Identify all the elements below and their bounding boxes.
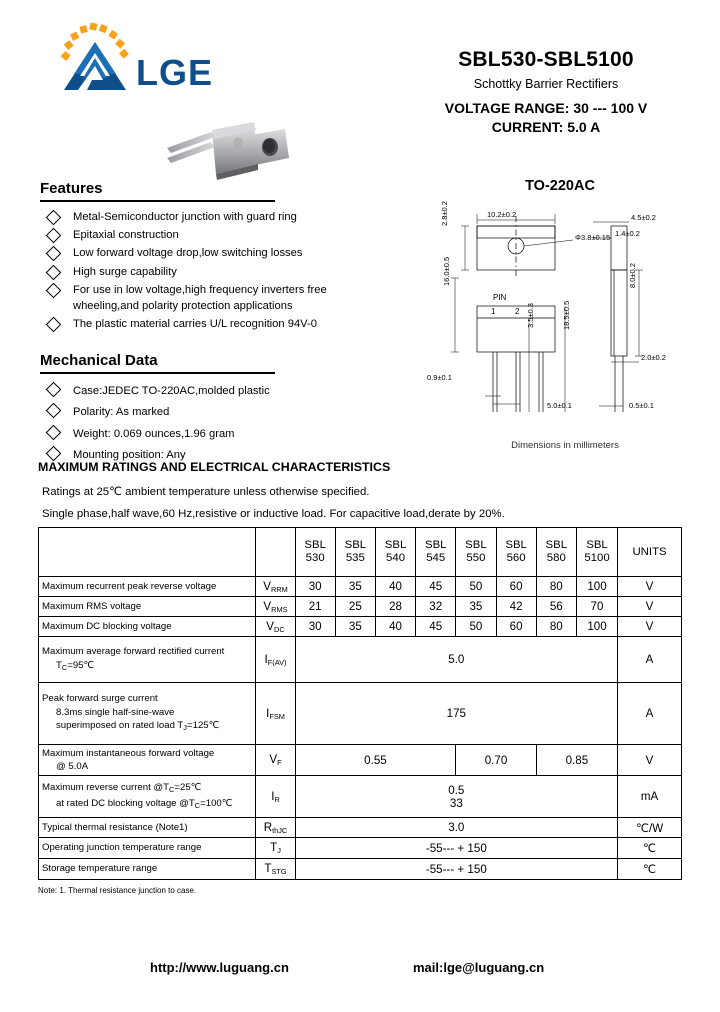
feature-text: High surge capability: [73, 265, 177, 278]
table-row-if-av: [39, 637, 682, 683]
cell-value: 60: [496, 617, 536, 637]
title-block: [396, 48, 696, 135]
cell-value: 35: [456, 597, 496, 617]
voltage-range: VOLTAGE RANGE: 30 --- 100 V: [444, 100, 648, 116]
param-name: Storage temperature range: [39, 859, 256, 880]
ratings-heading: MAXIMUM RATINGS AND ELECTRICAL CHARACTERISTICS: [38, 460, 391, 474]
mechanical-text: Weight: 0.069 ounces,1.96 gram: [73, 427, 235, 440]
param-name: Operating junction temperature range: [39, 838, 256, 859]
cell-unit: A: [618, 683, 682, 745]
part-prefix: SBL: [424, 539, 447, 551]
list-item: [40, 210, 380, 226]
cell-unit: V: [618, 745, 682, 776]
email-link[interactable]: mail:lge@luguang.cn: [413, 960, 545, 975]
param-symbol: $I_{FSM}$: [256, 683, 295, 745]
part-number: 540: [386, 552, 406, 564]
logo-wordmark: LGE: [136, 52, 214, 93]
cell-value: 80: [536, 577, 576, 597]
features-list: [40, 210, 380, 335]
part-number: 5100: [584, 552, 610, 564]
param-line-1: Maximum average forward rectified current: [42, 646, 225, 658]
param-name: Maximum DC blocking voltage: [39, 617, 256, 637]
cell-value-span: -55--- + 150: [295, 838, 618, 859]
param-line-1: Maximum instantaneous forward voltage: [42, 747, 215, 759]
diamond-bullet-icon: [46, 246, 62, 262]
part-prefix: SBL: [586, 539, 608, 551]
list-item: [40, 425, 380, 444]
cell-value-vf-1: 0.55: [295, 745, 456, 776]
list-item: [40, 403, 380, 422]
ratings-note-2: Single phase,half wave,60 Hz,resistive or inductive load. For capacitive load,derate by 20%.: [42, 508, 505, 520]
table-header-row: [39, 528, 682, 577]
mechanical-heading: Mechanical Data: [40, 352, 158, 369]
cell-unit: ℃/W: [618, 818, 682, 838]
page-subtitle: Schottky Barrier Rectifiers: [473, 77, 619, 91]
cell-value: 50: [456, 617, 496, 637]
diamond-bullet-icon: [46, 264, 62, 280]
cell-value: 100: [576, 617, 617, 637]
param-symbol: $T_{STG}$: [256, 859, 295, 880]
header-part-560: [496, 528, 536, 577]
feature-text: Metal-Semiconductor junction with guard ring: [73, 211, 297, 223]
feature-text-continued: wheeling,and polarity protection applications: [73, 299, 293, 312]
cell-value: 30: [295, 617, 335, 637]
cell-value: 40: [375, 617, 415, 637]
table-row-vdc: [39, 617, 682, 637]
mechanical-text: Mounting position: Any: [73, 449, 186, 462]
dim-18-5: 18.5±0.5: [562, 300, 571, 330]
cell-value: 80: [536, 617, 576, 637]
param-line-2: $T_C=95℃$: [56, 659, 95, 672]
cell-value: 21: [295, 597, 335, 617]
list-item: [40, 382, 380, 401]
part-prefix: SBL: [505, 539, 527, 551]
cell-value: 60: [496, 577, 536, 597]
cell-unit: mA: [618, 776, 682, 818]
table-row-ifsm: [39, 683, 682, 745]
diamond-bullet-icon: [46, 425, 62, 441]
cell-unit: ℃: [618, 838, 682, 859]
dim-2-8: 2.8±0.2: [440, 201, 449, 226]
param-symbol: $V_{DC}$: [256, 617, 295, 637]
cell-value: 50: [456, 577, 496, 597]
dim-8-0: 8.0±0.2: [628, 263, 637, 288]
param-line-1: Peak forward surge current: [42, 693, 158, 705]
dim-0-9: 0.9±0.1: [427, 373, 452, 382]
header-blank-symbol: [256, 528, 295, 577]
part-number: 530: [305, 552, 325, 564]
list-item: [40, 265, 380, 281]
table-row-tstg: [39, 859, 682, 880]
part-number: 580: [546, 552, 566, 564]
cell-unit: V: [618, 617, 682, 637]
mechanical-list: [40, 382, 380, 468]
part-prefix: SBL: [384, 539, 407, 551]
header-part-545: [416, 528, 456, 577]
header-part-550: [456, 528, 496, 577]
part-prefix: SBL: [344, 539, 367, 551]
param-symbol: $I_R$: [256, 776, 295, 818]
header-blank-param: [39, 528, 256, 577]
dim-2-0: 2.0±0.2: [641, 353, 666, 362]
cell-unit: A: [618, 637, 682, 683]
feature-text: The plastic material carries U/L recognition 94V-0: [73, 317, 317, 330]
cell-value-span: 3.0: [295, 818, 618, 838]
diamond-bullet-icon: [46, 316, 62, 332]
dim-16-0: 16.0±0.5: [442, 256, 451, 286]
dim-1-4: 1.4±0.2: [615, 229, 640, 238]
cell-value-vf-2: 0.70: [456, 745, 536, 776]
company-logo: [48, 22, 248, 94]
cell-value: 100: [576, 577, 617, 597]
param-symbol: $V_{RRM}$: [256, 577, 295, 597]
mechanical-rule: [40, 372, 275, 374]
cell-value: 45: [416, 577, 456, 597]
header-part-540: [375, 528, 415, 577]
param-symbol: $R_{thJC}$: [256, 818, 295, 838]
cell-value: 35: [335, 617, 375, 637]
param-name: [39, 745, 256, 776]
cell-value: 45: [416, 617, 456, 637]
header-part-535: [335, 528, 375, 577]
table-row-ir: [39, 776, 682, 818]
cell-value: 28: [375, 597, 415, 617]
list-item: [40, 246, 380, 262]
header-part-580: [536, 528, 576, 577]
diamond-bullet-icon: [46, 403, 62, 419]
mechanical-text: Case:JEDEC TO-220AC,molded plastic: [73, 385, 270, 397]
website-link[interactable]: http://www.luguang.cn: [150, 960, 289, 975]
cell-value: 56: [536, 597, 576, 617]
features-rule: [40, 200, 275, 202]
table-row-vrrm: [39, 577, 682, 597]
diamond-bullet-icon: [46, 228, 62, 244]
dim-5-0: 5.0±0.1: [547, 401, 572, 410]
ratings-table: [38, 527, 682, 880]
param-name: Maximum RMS voltage: [39, 597, 256, 617]
diamond-bullet-icon: [46, 210, 62, 226]
cell-value-span: -55--- + 150: [295, 859, 618, 880]
cell-value: 35: [335, 577, 375, 597]
cell-value-ir: [295, 776, 618, 818]
diamond-bullet-icon: [46, 382, 62, 398]
cell-value: 32: [416, 597, 456, 617]
part-number: 535: [345, 552, 365, 564]
part-number: 550: [466, 552, 486, 564]
param-name: Typical thermal resistance (Note1): [39, 818, 256, 838]
header-part-530: [295, 528, 335, 577]
param-name: [39, 683, 256, 745]
package-outline-drawing: [425, 200, 705, 440]
dim-0-5: 0.5±0.1: [629, 401, 654, 410]
param-line-1: Maximum reverse current $@T_C=25℃$: [42, 782, 202, 795]
param-line-2: 8.3ms single half-sine-wave: [56, 706, 175, 718]
table-row-tj: [39, 838, 682, 859]
ir-value-25c: 0.5: [448, 783, 465, 797]
diamond-bullet-icon: [46, 282, 62, 298]
table-footnote: Note: 1. Thermal resistance junction to case.: [38, 886, 197, 895]
list-item: [40, 228, 380, 244]
cell-value: 42: [496, 597, 536, 617]
part-prefix: SBL: [545, 539, 568, 551]
part-number: 560: [506, 552, 526, 564]
param-symbol: $T_J$: [256, 838, 295, 859]
param-symbol: $V_F$: [256, 745, 295, 776]
param-line-2: at rated DC blocking voltage $@T_C=100℃$: [56, 797, 233, 810]
header-units: UNITS: [618, 528, 682, 577]
cell-value: 70: [576, 597, 617, 617]
param-name: Maximum recurrent peak reverse voltage: [39, 577, 256, 597]
dim-3-5: 3.5±0.3: [526, 303, 535, 328]
ir-value-100c: 33: [449, 796, 463, 810]
cell-unit: V: [618, 597, 682, 617]
current-rating: CURRENT: 5.0 A: [491, 119, 601, 135]
dim-4-5: 4.5±0.2: [631, 213, 656, 222]
features-heading: Features: [40, 180, 103, 197]
product-photo: [155, 112, 320, 192]
logo-mountain-icon: [54, 22, 138, 94]
feature-text: Epitaxial construction: [73, 229, 179, 242]
cell-value: 25: [335, 597, 375, 617]
part-number: 545: [426, 552, 446, 564]
param-line-3: superimposed on rated load $T_J=125℃$: [56, 720, 220, 733]
dim-10-2: 10.2±0.2: [487, 210, 517, 219]
ratings-note-1: Ratings at 25℃ ambient temperature unless otherwise specified.: [42, 486, 370, 498]
list-item: [40, 283, 380, 315]
table-row-vf: [39, 745, 682, 776]
header-part-5100: [576, 528, 617, 577]
cell-value: 30: [295, 577, 335, 597]
cell-value-span: 175: [295, 683, 618, 745]
list-item: [40, 317, 380, 333]
cell-unit: ℃: [618, 859, 682, 880]
param-symbol: $V_{RMS}$: [256, 597, 295, 617]
feature-text: For use in low voltage,high frequency inverters free: [73, 283, 327, 296]
table-row-rthjc: [39, 818, 682, 838]
mechanical-text: Polarity: As marked: [73, 406, 170, 419]
cell-value-span: 5.0: [295, 637, 618, 683]
param-line-2: @ 5.0A: [56, 761, 89, 772]
pin-1-label: 1: [491, 307, 496, 316]
cell-value: 40: [375, 577, 415, 597]
param-symbol: $I_{F(AV)}$: [256, 637, 295, 683]
package-title: TO-220AC: [525, 178, 595, 194]
part-prefix: SBL: [304, 539, 326, 551]
table-row-vrms: [39, 597, 682, 617]
dim-3-8: Φ3.8±0.15: [575, 233, 611, 242]
dimensions-caption: Dimensions in millimeters: [511, 440, 619, 451]
cell-unit: V: [618, 577, 682, 597]
param-name: [39, 776, 256, 818]
cell-value-vf-3: 0.85: [536, 745, 617, 776]
page-title: SBL530-SBL5100: [458, 48, 634, 71]
param-name: [39, 637, 256, 683]
pin-label: PIN: [493, 293, 507, 302]
feature-text: Low forward voltage drop,low switching losses: [73, 247, 303, 260]
pin-2-label: 2: [515, 307, 520, 316]
part-prefix: SBL: [465, 539, 487, 551]
